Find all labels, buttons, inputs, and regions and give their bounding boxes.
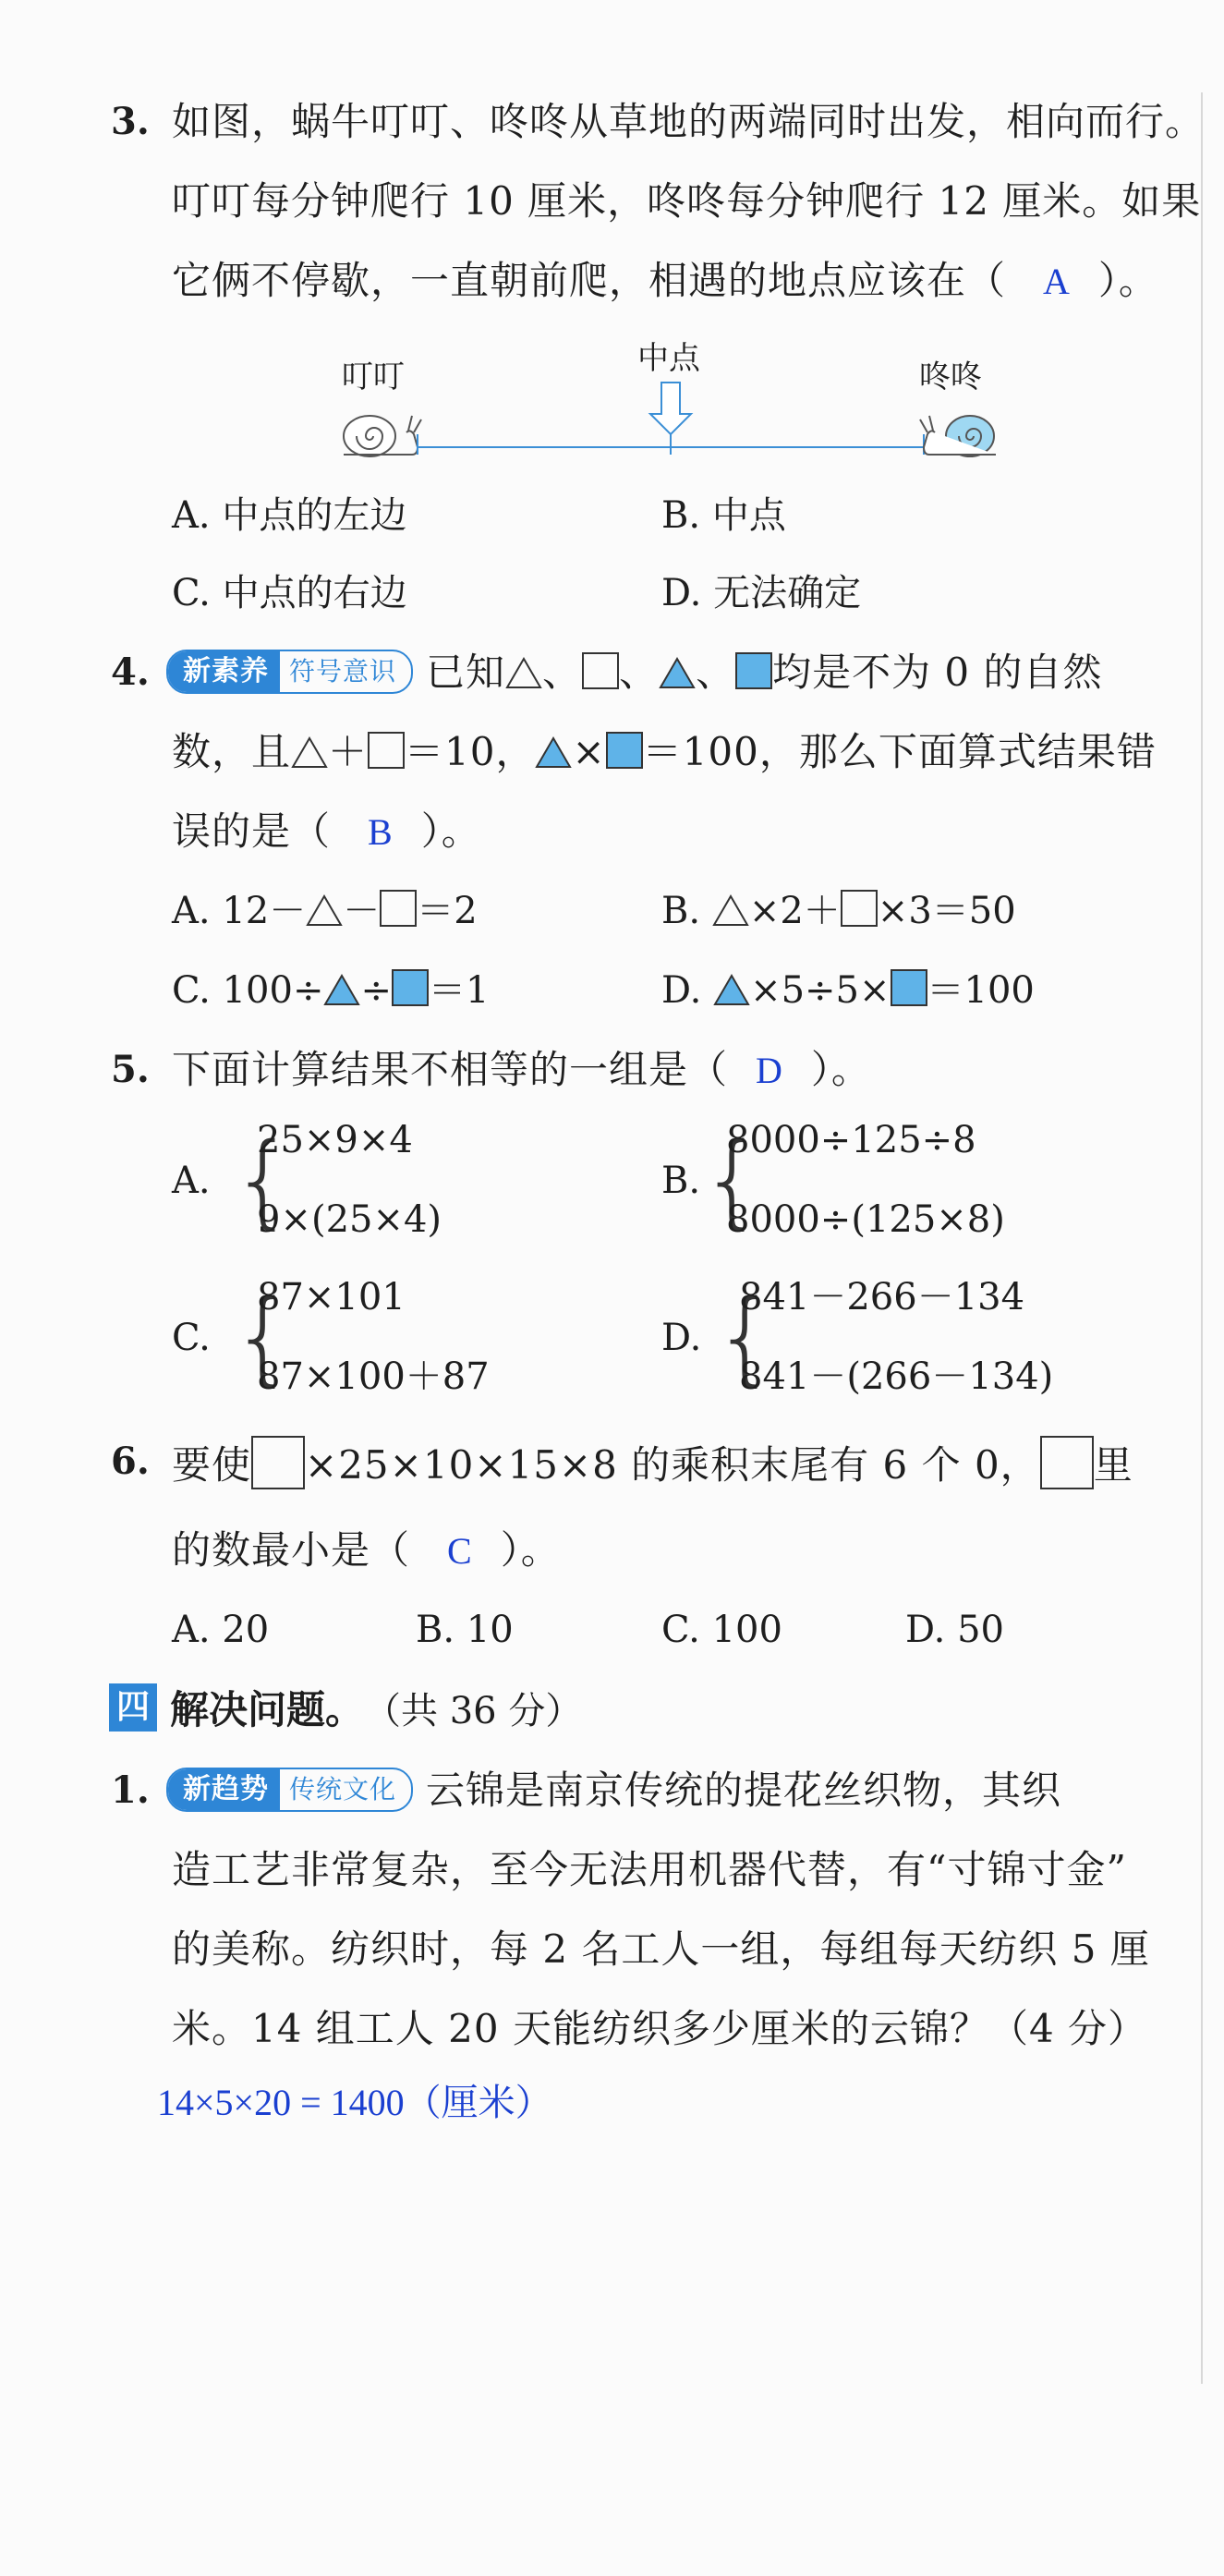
square-filled-icon [392,969,429,1006]
q4-option-a-2: － [343,890,381,932]
q6-line-2 [172,1525,561,1577]
q5-d-bottom: 841－(266－134) [739,1355,1054,1398]
p1-line-3: 的美称。纺织时，每 2 名工人一组，每组每天纺织 5 厘 [172,1926,1150,1972]
q3-number: 3. [111,100,150,143]
q4-number: 4. [111,650,150,694]
q5-close: ）。 [810,1047,871,1092]
diagram-mid-label: 中点 [637,340,700,377]
diagram-left-label: 叮叮 [342,358,405,395]
q3-close: ）。 [1097,258,1158,303]
q4-badge [166,650,413,694]
q4-badge-main: 新素养 [168,651,280,692]
q4-option-d-2: ×5÷5× [750,969,891,1012]
q3-option-d: D. 无法确定 [661,572,862,614]
q5-b-brace: { [700,1121,765,1239]
q5-a-bottom: 9×(25×4) [257,1198,442,1241]
q4-option-c-2: ÷ [360,969,392,1012]
q6-option-c: C. 100 [661,1609,782,1651]
snail-diagram [333,333,1007,471]
triangle-filled-icon [323,973,360,1006]
square-filled-icon [891,969,927,1006]
q3-line-2: 叮叮每分钟爬行 10 厘米，咚咚每分钟爬行 12 厘米。如果 [172,178,1202,224]
triangle-outline-icon [291,735,328,769]
q5-a-top: 25×9×4 [257,1119,413,1161]
p1-answer: 14×5×20 = 1400（厘米） [157,2082,552,2123]
q4-close: ）。 [420,808,481,854]
q5-d-top: 841－266－134 [739,1276,1025,1318]
left-snail-icon [344,416,421,456]
square-outline-icon [380,890,417,927]
q4-option-c-3: ＝1 [429,969,490,1012]
diagram-graphic [333,333,1007,471]
square-outline-icon [368,732,405,769]
q6-line-1-c: 里 [1093,1442,1133,1488]
q4-line-1-a: 已知 [426,650,506,695]
q4-option-c [172,965,489,1016]
p1-line-1-text: 云锦是南京传统的提花丝织物，其织 [426,1768,1062,1813]
section-header [109,1682,582,1733]
p1-badge-sub: 传统文化 [289,1774,397,1804]
q5-c-label: C. [172,1317,211,1359]
triangle-filled-icon [713,973,750,1006]
q4-option-b-2: ×2＋ [748,890,841,932]
q4-option-a-3: ＝2 [417,890,478,932]
q5-b-top: 8000÷125÷8 [726,1119,976,1161]
section-title: 解决问题。 [170,1687,365,1732]
q3-line-3-text: 它俩不停歇，一直朝前爬，相遇的地点应该在（ [172,258,1007,303]
q5-answer: D [756,1050,783,1091]
section-score: （共 36 分） [364,1689,583,1732]
q4-line-3-text: 误的是（ [172,808,332,854]
q4-line-1-b: 均是不为 0 的自然 [772,650,1103,695]
triangle-filled-icon [535,735,572,769]
q4-badge-sub: 符号意识 [289,656,397,687]
p1-number: 1. [111,1768,150,1812]
triangle-outline-icon [712,893,749,927]
q3-line-3 [172,255,1158,308]
q5-stem-text: 下面计算结果不相等的一组是（ [172,1047,729,1092]
right-snail-icon [920,416,996,456]
q4-option-d [661,965,1035,1016]
q5-c-bottom: 87×100＋87 [257,1355,490,1398]
q4-line-2-b: ＋ [328,729,369,774]
q6-line-1 [172,1436,1133,1491]
q4-option-a [172,885,478,937]
q3-option-b: B. 中点 [661,494,786,537]
q4-line-2-d: × [572,729,606,774]
q5-b-bottom: 8000÷(125×8) [726,1198,1005,1241]
q5-stem [172,1044,871,1097]
p1-line-2: 造工艺非常复杂，至今无法用机器代替，有“寸锦寸金” [172,1847,1127,1892]
q6-line-1-a: 要使 [172,1442,252,1488]
q5-c-brace: { [231,1278,296,1396]
q4-line-2-a: 数，且 [172,729,292,774]
q4-line-2 [172,726,1157,778]
blank-box[interactable] [1040,1436,1094,1489]
q4-option-d-3: ＝100 [927,969,1035,1012]
q4-option-b [661,885,1016,937]
q4-line-1: 新素养 符号意识 已知 、 、 、 均是不为 0 的自然 [166,647,1103,699]
q4-line-3 [172,806,481,858]
q3-answer: A [1043,261,1071,302]
q5-c-top: 87×101 [257,1276,406,1318]
square-outline-icon [582,652,619,689]
triangle-outline-icon [505,656,542,689]
square-outline-icon [841,890,878,927]
q6-option-d: D. 50 [905,1609,1004,1651]
q4-option-b-3: ×3＝50 [877,890,1016,932]
q6-option-b: B. 10 [416,1609,514,1651]
q3-option-a: A. 中点的左边 [172,494,407,537]
section-number-icon: 四 [109,1683,157,1732]
p1-badge-main: 新趋势 [168,1769,280,1810]
q4-option-d-1: D. [661,969,714,1012]
square-filled-icon [735,652,772,689]
margin-line [1201,92,1203,2384]
q4-line-2-c: ＝10， [405,729,536,774]
q5-b-label: B. [661,1160,701,1202]
q4-option-a-1: A. 12－ [172,890,307,932]
q5-a-label: A. [172,1160,211,1202]
diagram-right-label: 咚咚 [919,358,982,395]
q6-option-a: A. 20 [172,1609,270,1651]
midpoint-arrow-icon [650,383,691,434]
q5-d-label: D. [661,1317,702,1359]
q6-answer: C [447,1530,473,1572]
q3-option-c: C. 中点的右边 [172,572,407,614]
q4-answer: B [368,811,394,853]
p1-badge [166,1768,413,1812]
q6-line-1-b: ×25×10×15×8 的乘积末尾有 6 个 0， [305,1442,1040,1488]
blank-box[interactable] [251,1436,305,1489]
q5-number: 5. [111,1048,150,1091]
p1-line-4: 米。14 组工人 20 天能纺织多少厘米的云锦？（4 分） [172,2006,1148,2051]
triangle-filled-icon [659,656,696,689]
q4-option-c-1: C. 100÷ [172,969,324,1012]
q4-option-b-1: B. [661,890,712,932]
q6-line-2-text: 的数最小是（ [172,1527,411,1573]
q6-close: ）。 [500,1527,561,1573]
q3-line-1: 如图，蜗牛叮叮、咚咚从草地的两端同时出发，相向而行。 [172,99,1206,144]
q4-line-2-e: ＝100，那么下面算式结果错 [642,729,1157,774]
q6-number: 6. [111,1440,150,1483]
triangle-outline-icon [306,893,343,927]
square-filled-icon [606,732,643,769]
p1-line-1 [166,1765,1061,1817]
q5-d-brace: { [713,1278,778,1396]
q5-a-brace: { [231,1121,296,1239]
